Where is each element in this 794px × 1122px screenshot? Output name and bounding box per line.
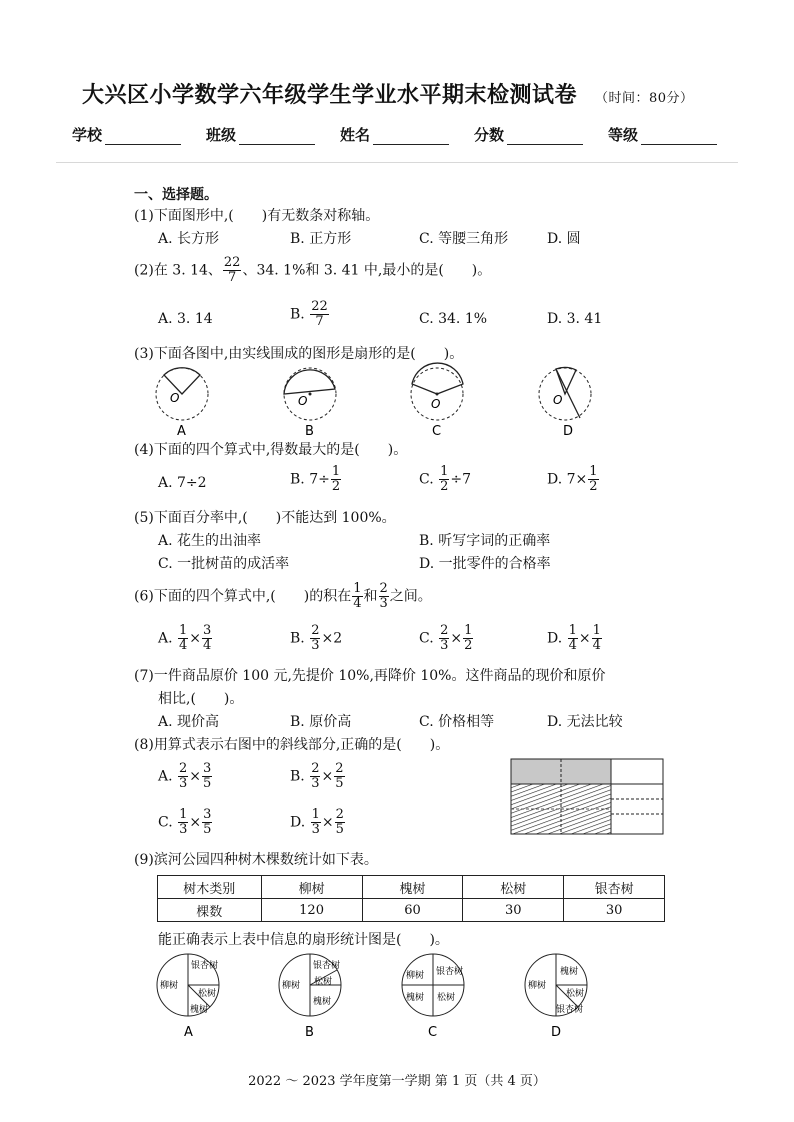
svg-text:槐树: 槐树 <box>313 997 332 1007</box>
name-blank[interactable] <box>373 128 449 145</box>
svg-text:O: O <box>431 397 441 411</box>
svg-text:B: B <box>305 1025 314 1040</box>
svg-text:B: B <box>305 424 314 438</box>
q3-figure-a[interactable] <box>156 368 208 438</box>
svg-text:柳树: 柳树 <box>528 981 547 991</box>
q5-option-a[interactable]: A. 花生的出油率 <box>158 533 262 549</box>
q8-option-d[interactable]: D. $\frac{1}{3}$ × $\frac{2}{5}$ <box>290 807 344 837</box>
q1-option-d[interactable]: D. 圆 <box>547 231 581 247</box>
svg-text:银杏树: 银杏树 <box>556 1005 584 1015</box>
q4-option-b[interactable]: B. 7÷ $\frac{1}{2}$ <box>290 464 341 494</box>
school-blank[interactable] <box>105 128 181 145</box>
q1-option-b[interactable]: B. 正方形 <box>290 231 352 247</box>
q8-rectangle-figure <box>510 758 666 836</box>
svg-text:C: C <box>432 424 442 438</box>
field-school: 学校 <box>72 124 181 145</box>
exam-title: 大兴区小学数学六年级学生学业水平期末检测试卷 （时间：80分） <box>82 82 694 108</box>
q5-stem: (5)下面百分率中,( )不能达到 100%。 <box>134 510 396 526</box>
svg-text:银杏树: 银杏树 <box>436 967 464 977</box>
q7-option-d[interactable]: D. 无法比较 <box>547 714 623 730</box>
svg-text:柳树: 柳树 <box>160 981 179 991</box>
svg-text:松树: 松树 <box>566 989 585 999</box>
q8-option-a[interactable]: A. $\frac{2}{3}$ × $\frac{3}{5}$ <box>158 761 212 791</box>
q9-pie-c[interactable] <box>402 954 464 1040</box>
q2-option-d[interactable]: D. 3. 41 <box>547 311 603 327</box>
svg-text:槐树: 槐树 <box>190 1005 209 1015</box>
time-note: （时间：80分） <box>595 91 694 106</box>
q9-data-table <box>157 875 665 922</box>
q1-option-c[interactable]: C. 等腰三角形 <box>419 231 509 247</box>
q5-option-b[interactable]: B. 听写字词的正确率 <box>419 533 551 549</box>
q2-option-b[interactable]: B. $\frac{22}{7}$ <box>290 299 328 329</box>
svg-text:松树: 松树 <box>198 989 217 999</box>
q3-figure-c[interactable] <box>411 363 463 438</box>
q8-stem: (8)用算式表示右图中的斜线部分,正确的是( )。 <box>134 737 450 753</box>
svg-text:A: A <box>184 1025 193 1040</box>
svg-text:D: D <box>563 424 574 438</box>
q8-option-c[interactable]: C. $\frac{1}{3}$ × $\frac{3}{5}$ <box>158 807 212 837</box>
field-name: 姓名 <box>340 124 449 145</box>
svg-text:D: D <box>551 1025 562 1040</box>
q9-stem: (9)滨河公园四种树木棵数统计如下表。 <box>134 852 378 868</box>
q2-stem: (2)在 3. 14、 $\frac{22}{7}$ 、34. 1%和 3. 41 中,最小的是( )。 <box>134 255 492 285</box>
header-divider <box>56 162 738 163</box>
svg-text:槐树: 槐树 <box>406 993 425 1003</box>
svg-text:松树: 松树 <box>314 977 333 987</box>
table-row: 棵数 120 60 30 30 <box>158 899 665 922</box>
svg-text:C: C <box>428 1025 438 1040</box>
q6-option-d[interactable]: D. $\frac{1}{4}$ × $\frac{1}{4}$ <box>547 623 601 653</box>
field-grade: 等级 <box>608 124 717 145</box>
grade-blank[interactable] <box>641 128 717 145</box>
q9-pie-charts <box>150 950 620 1042</box>
q6-option-c[interactable]: C. $\frac{2}{3}$ × $\frac{1}{2}$ <box>419 623 473 653</box>
svg-text:O: O <box>170 391 180 405</box>
q7-stem-line1: (7)一件商品原价 100 元,先提价 10%,再降价 10%。这件商品的现价和原价 <box>134 668 606 684</box>
q4-option-a[interactable]: A. 7÷2 <box>158 475 207 491</box>
table-row: 树木类别 柳树 槐树 松树 银杏树 <box>158 876 665 899</box>
q7-stem-line2: 相比,( )。 <box>158 691 244 707</box>
q3-figure-b[interactable] <box>284 368 336 438</box>
q2-fraction: $\frac{22}{7}$ <box>223 255 241 285</box>
svg-text:银杏树: 银杏树 <box>313 961 341 971</box>
q4-option-c[interactable]: C. $\frac{1}{2}$ ÷7 <box>419 464 472 494</box>
page-footer: 2022 ～ 2023 学年度第一学期 第 1 页（共 4 页） <box>248 1074 546 1089</box>
field-class: 班级 <box>206 124 315 145</box>
q2-option-a[interactable]: A. 3. 14 <box>158 311 213 327</box>
field-score: 分数 <box>474 124 583 145</box>
q7-option-b[interactable]: B. 原价高 <box>290 714 352 730</box>
q4-stem: (4)下面的四个算式中,得数最大的是( )。 <box>134 442 408 458</box>
q1-option-a[interactable]: A. 长方形 <box>158 231 220 247</box>
score-blank[interactable] <box>507 128 583 145</box>
q6-option-a[interactable]: A. $\frac{1}{4}$ × $\frac{3}{4}$ <box>158 623 212 653</box>
q2-option-c[interactable]: C. 34. 1% <box>419 311 488 327</box>
q7-option-c[interactable]: C. 价格相等 <box>419 714 495 730</box>
svg-text:O: O <box>298 394 308 408</box>
section-title: 一、选择题。 <box>134 187 218 203</box>
q9-question: 能正确表示上表中信息的扇形统计图是( )。 <box>158 932 449 948</box>
q9-pie-d[interactable] <box>525 954 587 1040</box>
q5-option-d[interactable]: D. 一批零件的合格率 <box>419 556 551 572</box>
svg-text:A: A <box>177 424 186 438</box>
q3-figures <box>150 362 620 438</box>
q8-option-b[interactable]: B. $\frac{2}{3}$ × $\frac{2}{5}$ <box>290 761 344 791</box>
q6-stem: (6)下面的四个算式中,( )的积在 $\frac{1}{4}$ 和 $\frac{2}{3}$ 之间。 <box>134 581 432 611</box>
svg-text:O: O <box>553 393 563 407</box>
q6-option-b[interactable]: B. $\frac{2}{3}$ ×2 <box>290 623 343 653</box>
q3-stem: (3)下面各图中,由实线围成的图形是扇形的是( )。 <box>134 346 464 362</box>
q9-pie-a[interactable] <box>157 954 219 1040</box>
q7-option-a[interactable]: A. 现价高 <box>158 714 220 730</box>
q4-option-d[interactable]: D. 7× $\frac{1}{2}$ <box>547 464 598 494</box>
q5-option-c[interactable]: C. 一批树苗的成活率 <box>158 556 290 572</box>
q3-figure-d[interactable] <box>539 367 591 438</box>
svg-text:柳树: 柳树 <box>282 981 301 991</box>
q9-pie-b[interactable] <box>279 954 341 1040</box>
svg-text:柳树: 柳树 <box>406 971 425 981</box>
svg-text:银杏树: 银杏树 <box>191 961 219 971</box>
class-blank[interactable] <box>239 128 315 145</box>
svg-text:松树: 松树 <box>437 993 456 1003</box>
svg-text:槐树: 槐树 <box>560 967 579 977</box>
q1-stem: (1)下面图形中,( )有无数条对称轴。 <box>134 208 380 224</box>
